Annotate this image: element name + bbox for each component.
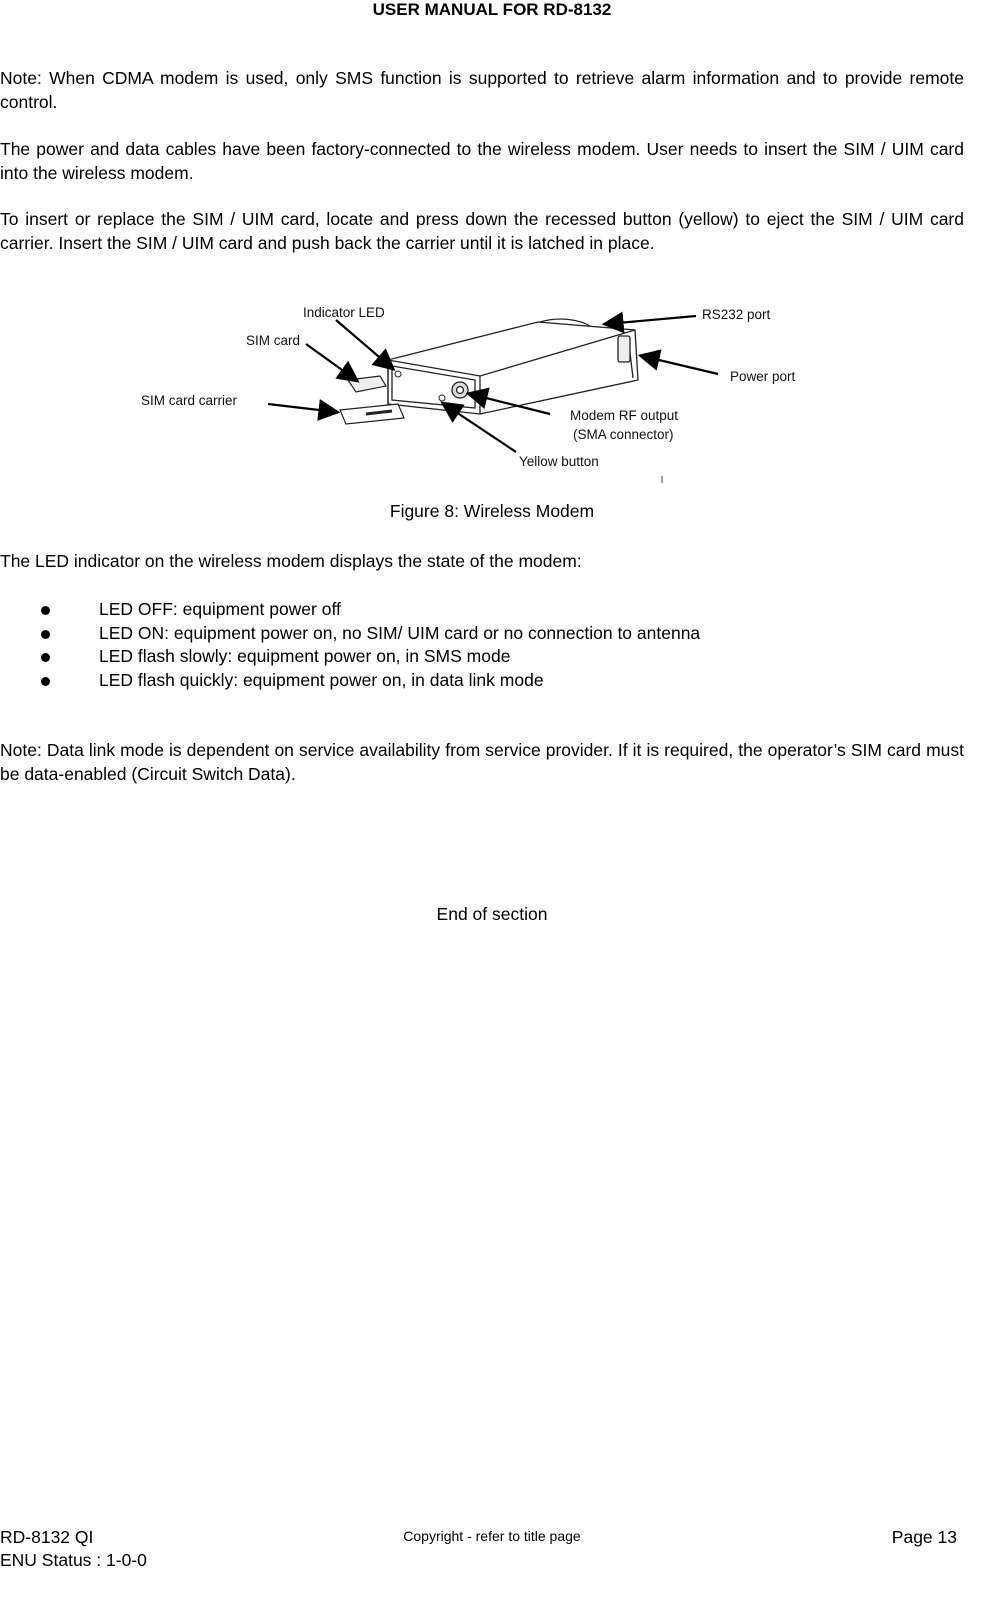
led-state-text: LED OFF: equipment power off [99,599,341,619]
paragraph-insert-sim: To insert or replace the SIM / UIM card, locate and press down the recessed button (yellow) to eject the SIM / UIM card carrier. Insert the SIM / UIM card and push back the carrier until it is latched in place. [0,209,964,253]
footer-page-number: Page 13 [891,1527,957,1547]
footer-doc-id: RD-8132 QI [0,1527,94,1547]
bullet-icon [41,653,50,662]
bullet-icon [41,630,50,639]
bullet-icon [41,606,50,615]
label-sim-card: SIM card [246,333,301,348]
label-sma-connector: (SMA connector) [573,427,674,442]
led-state-list [0,598,964,692]
wireless-modem-figure [130,296,810,492]
modem-body [388,319,638,414]
figure-caption: Figure 8: Wireless Modem [389,501,595,521]
wireless-modem-diagram [130,296,810,492]
sma-connector [452,382,468,398]
paragraph-cables: The power and data cables have been factory-connected to the wireless modem. User needs to insert the SIM / UIM card into the wireless modem. [0,139,964,183]
label-power-port: Power port [730,369,796,384]
led-state-text: LED ON: equipment power on, no SIM/ UIM card or no connection to antenna [99,622,701,643]
page-header-title: USER MANUAL FOR RD-8132 [372,0,612,19]
label-sim-card-carrier: SIM card carrier [141,393,238,408]
bullet-icon [41,677,50,686]
led-state-text: LED flash slowly: equipment power on, in SMS mode [99,646,511,666]
footer-status: ENU Status : 1-0-0 [0,1550,147,1570]
indicator-led [395,371,401,377]
paragraph-data-link-note: Note: Data link mode is dependent on service availability from service provider. If it is required, the operator’s SIM card must be data-enabled (Circuit Switch Data). [0,740,964,784]
footer-copyright: Copyright - refer to title page [403,1528,581,1544]
label-rf-output: Modem RF output [570,408,679,423]
paragraph-cdma-note: Note: When CDMA modem is used, only SMS function is supported to retrieve alarm information and to provide remote control. [0,68,964,112]
led-state-text: LED flash quickly: equipment power on, in data link mode [99,669,544,690]
paragraph-led-intro: The LED indicator on the wireless modem displays the state of the modem: [0,551,582,571]
list-item [0,598,964,622]
label-indicator-led: Indicator LED [303,305,385,320]
label-rs232-port: RS232 port [702,307,771,322]
list-item [0,622,964,646]
label-yellow-button: Yellow button [519,454,599,469]
end-of-section: End of section [436,904,548,924]
yellow-button-shape [439,395,445,401]
list-item [0,669,964,693]
list-item [0,645,964,669]
